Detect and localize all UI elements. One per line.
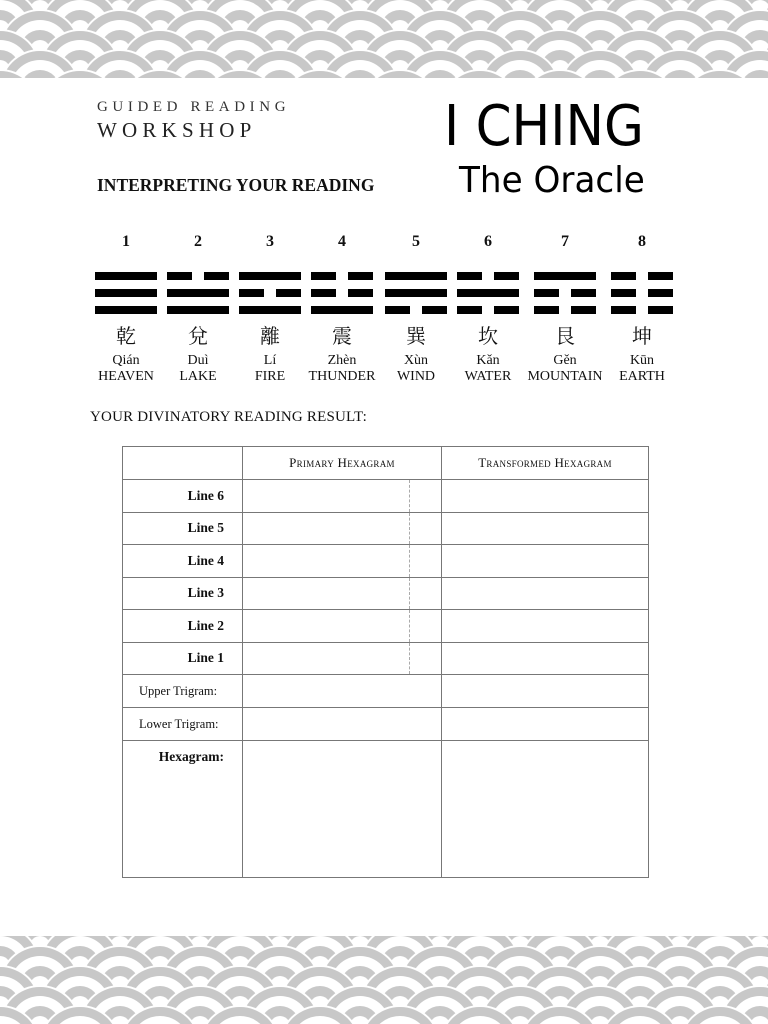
page-subtitle: INTERPRETING YOUR READING bbox=[97, 175, 375, 195]
trigram-symbol bbox=[611, 272, 673, 314]
upper-trigram-label: Upper Trigram: bbox=[123, 675, 243, 708]
solid-line bbox=[385, 289, 447, 297]
trigram-8 bbox=[597, 230, 687, 385]
header-empty-cell bbox=[123, 447, 243, 480]
trigram-element: MOUNTAIN bbox=[527, 369, 603, 384]
trigram-symbol bbox=[167, 272, 229, 314]
result-label: YOUR DIVINATORY READING RESULT: bbox=[90, 409, 367, 425]
broken-line bbox=[311, 272, 373, 280]
broken-line bbox=[239, 289, 301, 297]
table-row-upper-trigram bbox=[123, 675, 649, 708]
trigram-seal-glyph: 巽 bbox=[406, 324, 426, 348]
trigram-element: FIRE bbox=[254, 369, 286, 384]
primary-line-cell[interactable] bbox=[243, 512, 442, 545]
primary-line-cell[interactable] bbox=[243, 642, 442, 675]
trigram-number: 5 bbox=[412, 233, 420, 250]
solid-line bbox=[95, 306, 157, 314]
line-label: Line 2 bbox=[123, 610, 243, 643]
table-row-line-3 bbox=[123, 577, 649, 610]
trigram-symbol bbox=[239, 272, 301, 314]
broken-line bbox=[534, 289, 596, 297]
trigram-element: THUNDER bbox=[308, 369, 376, 384]
workshop-title-small: GUIDED READING bbox=[97, 99, 291, 115]
solid-line bbox=[167, 306, 229, 314]
solid-line bbox=[534, 272, 596, 280]
primary-upper-trigram-cell[interactable] bbox=[243, 675, 442, 708]
trigram-name: Xùn bbox=[403, 353, 429, 368]
broken-line bbox=[611, 289, 673, 297]
trigram-seal-glyph: 艮 bbox=[555, 324, 575, 348]
transformed-line-cell[interactable] bbox=[442, 610, 649, 643]
broken-line bbox=[311, 289, 373, 297]
top-wave-border bbox=[0, 0, 768, 78]
workshop-title: WORKSHOP bbox=[97, 118, 257, 142]
solid-line bbox=[385, 272, 447, 280]
table-row-line-5 bbox=[123, 512, 649, 545]
solid-line bbox=[457, 289, 519, 297]
wave-pattern bbox=[0, 936, 768, 1024]
trigram-number: 1 bbox=[122, 233, 130, 250]
primary-lower-trigram-cell[interactable] bbox=[243, 708, 442, 741]
trigram-element: HEAVEN bbox=[98, 369, 154, 384]
line-label: Line 1 bbox=[123, 642, 243, 675]
trigram-number: 8 bbox=[638, 233, 646, 250]
lower-trigram-label: Lower Trigram: bbox=[123, 708, 243, 741]
bottom-wave-border bbox=[0, 936, 768, 1024]
transformed-line-cell[interactable] bbox=[442, 512, 649, 545]
trigram-symbol bbox=[534, 272, 596, 314]
trigram-name: Zhèn bbox=[327, 353, 357, 368]
transformed-upper-trigram-cell[interactable] bbox=[442, 675, 649, 708]
trigram-seal-glyph: 離 bbox=[260, 324, 280, 348]
primary-line-cell[interactable] bbox=[243, 545, 442, 578]
logo-the-oracle: The Oracle bbox=[459, 160, 645, 201]
trigram-element: WATER bbox=[464, 369, 512, 384]
broken-line bbox=[457, 306, 519, 314]
table-row-hexagram bbox=[123, 741, 649, 878]
transformed-line-cell[interactable] bbox=[442, 480, 649, 513]
broken-line bbox=[167, 272, 229, 280]
broken-line bbox=[457, 272, 519, 280]
primary-line-cell[interactable] bbox=[243, 577, 442, 610]
trigram-number: 4 bbox=[338, 233, 346, 250]
trigram-name: Qián bbox=[112, 353, 140, 368]
trigram-symbol bbox=[457, 272, 519, 314]
trigram-seal-glyph: 坤 bbox=[632, 324, 652, 348]
solid-line bbox=[239, 272, 301, 280]
transformed-hexagram-cell[interactable] bbox=[442, 741, 649, 878]
trigram-symbol bbox=[385, 272, 447, 314]
trigram-name: Kūn bbox=[629, 353, 655, 368]
broken-line bbox=[611, 272, 673, 280]
broken-line bbox=[385, 306, 447, 314]
trigram-symbol bbox=[311, 272, 373, 314]
solid-line bbox=[239, 306, 301, 314]
transformed-line-cell[interactable] bbox=[442, 642, 649, 675]
trigram-element: WIND bbox=[396, 369, 436, 384]
trigram-name: Lí bbox=[263, 353, 277, 368]
line-label: Line 4 bbox=[123, 545, 243, 578]
transformed-line-cell[interactable] bbox=[442, 577, 649, 610]
trigram-seal-glyph: 震 bbox=[332, 324, 352, 348]
trigram-symbol bbox=[95, 272, 157, 314]
transformed-line-cell[interactable] bbox=[442, 545, 649, 578]
primary-line-cell[interactable] bbox=[243, 480, 442, 513]
logo-i-ching: I CHING bbox=[444, 94, 644, 159]
table-header-row bbox=[123, 447, 649, 480]
trigram-name: Gěn bbox=[553, 353, 577, 368]
line-label: Line 3 bbox=[123, 577, 243, 610]
trigram-element: EARTH bbox=[619, 369, 665, 384]
primary-line-cell[interactable] bbox=[243, 610, 442, 643]
trigram-element: LAKE bbox=[179, 369, 217, 384]
trigram-seal-glyph: 乾 bbox=[116, 324, 136, 348]
broken-line bbox=[611, 306, 673, 314]
solid-line bbox=[95, 272, 157, 280]
primary-hexagram-cell[interactable] bbox=[243, 741, 442, 878]
line-label: Line 6 bbox=[123, 480, 243, 513]
trigram-name: Kǎn bbox=[476, 353, 500, 368]
trigram-number: 2 bbox=[194, 233, 202, 250]
table-row-line-6 bbox=[123, 480, 649, 513]
table-row-line-4 bbox=[123, 545, 649, 578]
hexagram-label: Hexagram: bbox=[123, 741, 243, 878]
trigram-seal-glyph: 坎 bbox=[478, 324, 498, 348]
trigram-name: Duì bbox=[187, 353, 209, 368]
table-row-lower-trigram bbox=[123, 708, 649, 741]
solid-line bbox=[167, 289, 229, 297]
table-row-line-2 bbox=[123, 610, 649, 643]
transformed-lower-trigram-cell[interactable] bbox=[442, 708, 649, 741]
trigram-number: 7 bbox=[561, 233, 569, 250]
wave-pattern bbox=[0, 0, 768, 78]
broken-line bbox=[534, 306, 596, 314]
reading-table bbox=[122, 446, 649, 878]
primary-hexagram-header: Primary Hexagram bbox=[243, 447, 442, 480]
table-row-line-1 bbox=[123, 642, 649, 675]
transformed-hexagram-header: Transformed Hexagram bbox=[442, 447, 649, 480]
trigram-number: 3 bbox=[266, 233, 274, 250]
line-label: Line 5 bbox=[123, 512, 243, 545]
trigram-number: 6 bbox=[484, 233, 492, 250]
trigram-seal-glyph: 兌 bbox=[188, 324, 208, 348]
solid-line bbox=[95, 289, 157, 297]
solid-line bbox=[311, 306, 373, 314]
